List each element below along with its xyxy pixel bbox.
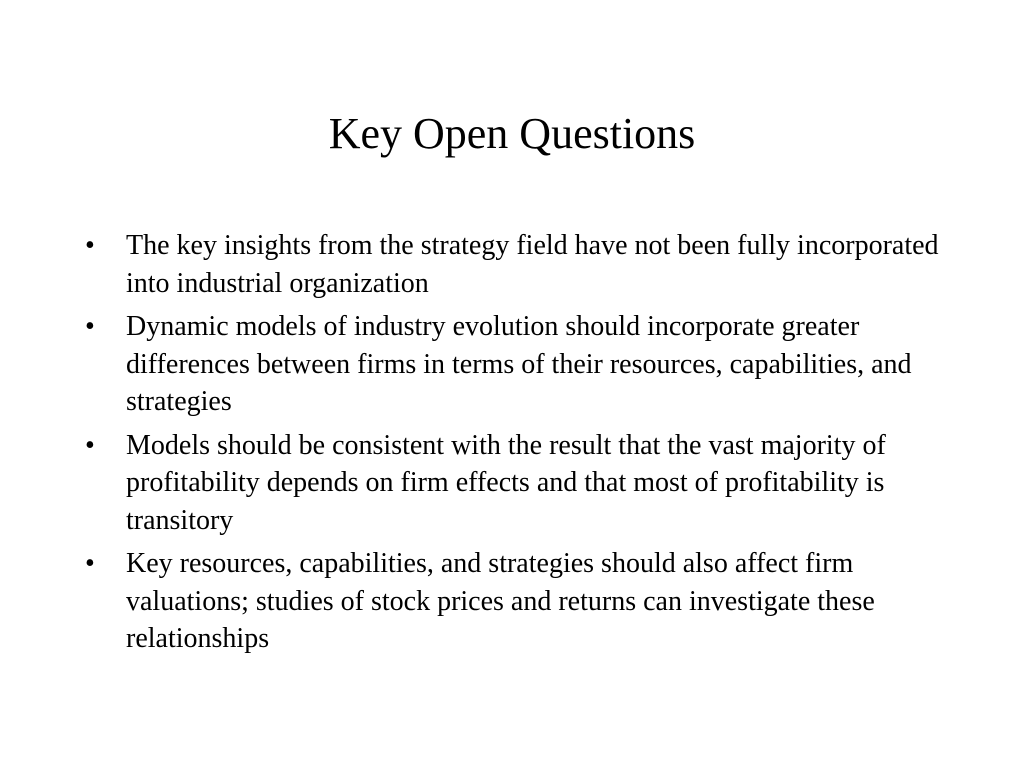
bullet-text: The key insights from the strategy field have not been fully incorporated into industrial organization <box>126 230 939 299</box>
bullet-item <box>82 308 962 421</box>
bullet-text: Key resources, capabilities, and strategies should also affect firm valuations; studies of stock prices and returns can investigate these relationships <box>126 548 875 654</box>
slide-title: Key Open Questions <box>328 109 696 158</box>
bullet-list <box>82 227 962 664</box>
bullet-text: Dynamic models of industry evolution should incorporate greater differences between firms in terms of their resources, capabilities, and strategies <box>126 311 912 417</box>
bullet-item <box>82 227 962 302</box>
bullet-icon: • <box>85 429 95 461</box>
bullet-icon: • <box>85 311 95 342</box>
bullet-icon: • <box>85 548 95 579</box>
bullet-icon: • <box>85 230 95 261</box>
bullet-item <box>82 427 962 540</box>
bullet-item <box>82 545 962 658</box>
bullet-text: Models should be consistent with the result that the vast majority of profitability depends on firm effects and that most of profitability is transitory <box>126 429 886 536</box>
